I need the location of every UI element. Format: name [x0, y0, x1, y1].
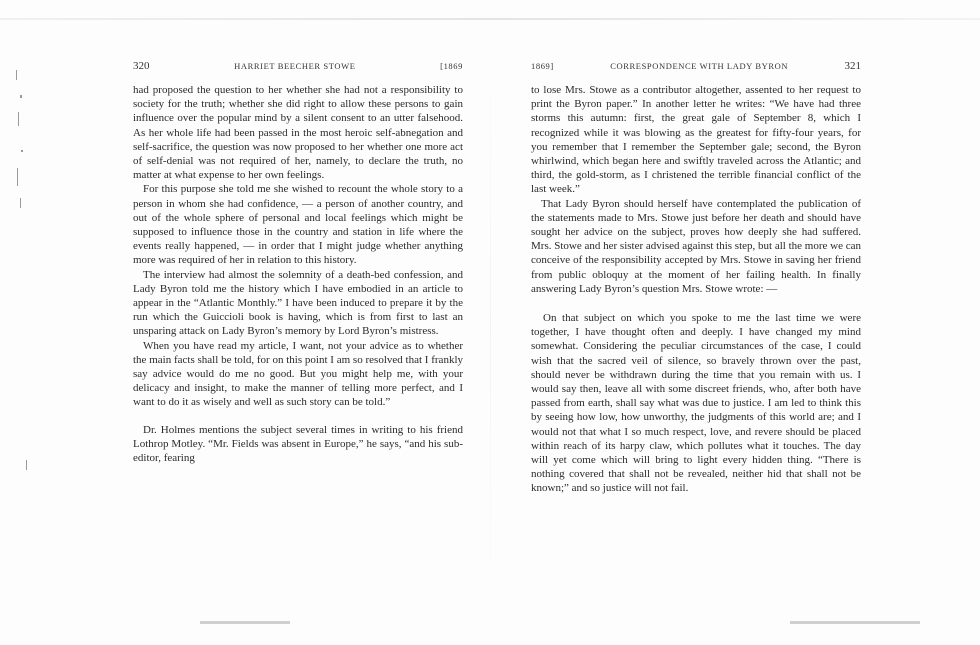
right-page-number: 321 [844, 60, 861, 72]
letter-quote: On that subject on which you spoke to me the last time we were together, I have thought often and deeply. I have changed my mind somewhat. Considering the peculiar circumstances of the case, I could wish that the sacred veil of silence, so bravely thrown over the past, should never be withdrawn during the time that you remain with us. I would say then, leave all with some discreet friends, who, after both have passed from earth, shall say what was due to justice. I am led to think this by seeing how low, how unworthy, the judgments of this world are; and I would not that what I so much respect, love, and revere should be placed within reach of its harpy claw, which pollutes what it touches. The day will yet come which will bring to light every hidden thing. “There is nothing covered that shall not be revealed, neither hid that shall not be known;” and so justice will not fail. [531, 312, 861, 495]
footer-smudge [200, 621, 290, 624]
left-paragraph-2: For this purpose she told me she wished to recount the whole story to a person in whom she had confidence, — a person of another country, and out of the whole sphere of personal and local feelings which might be supposed to influence those in the country and station in life where the events really happened, — in order that I might judge whether anything more was required of her in relation to this history. [133, 183, 463, 267]
scan-speck [17, 168, 18, 186]
right-running-head [531, 60, 861, 72]
left-running-year: [1869 [440, 61, 463, 71]
book-gutter [490, 20, 491, 630]
left-page [133, 60, 463, 465]
scan-speck [20, 198, 21, 208]
scan-speck [16, 70, 17, 80]
footer-smudge [790, 621, 920, 624]
left-page-number: 320 [133, 60, 150, 72]
left-paragraph-3: The interview had almost the solemnity of a death-bed confession, and Lady Byron told me the history which I have embodied in an article to appear in the “Atlantic Monthly.” I have been induced to prepare it by the run which the Guiccioli book is having, which is from first to last an unsparing attack on Lady Byron’s memory by Lord Byron’s mistress. [133, 268, 463, 338]
scan-speck [18, 112, 19, 126]
right-page [531, 60, 861, 496]
scan-speck [21, 150, 23, 152]
left-paragraph-4: When you have read my article, I want, not your advice as to whether the main facts shall be told, for on this point I am so resolved that I frankly say advice would do me no good. But you might help me, with your delicacy and insight, to make the manner of telling more perfect, and I want to do it as wisely and well as such story can be told.” [133, 339, 463, 409]
left-running-title: HARRIET BEECHER STOWE [234, 61, 356, 71]
right-paragraph-1: to lose Mrs. Stowe as a contributor altogether, assented to her request to print the Byron paper.” In another letter he writes: “We have had three storms this autumn: first, the great gale of September 8, which I recognized while it was blowing as the greatest for fifty-four years, for you remember that I remember the September gale; second, the Byron whirlwind, which began here and swiftly traveled across the Atlantic; and third, the gold-storm, as I christened the terrible financial conflict of the last week.” [531, 84, 861, 196]
scan-speck [20, 95, 22, 98]
left-paragraph-5: Dr. Holmes mentions the subject several times in writing to his friend Lothrop Motley. “Mr. Fields was absent in Europe,” he says, “and his sub-editor, fearing [133, 423, 463, 465]
right-paragraph-2: That Lady Byron should herself have contemplated the publication of the statements made to Mrs. Stowe just before her death and should have sought her advice on the subject, proves how deeply she had suffered. Mrs. Stowe and her sister advised against this step, but all the more we can conceive of the responsibility accepted by Mrs. Stowe in saving her friend from public obloquy at the moment of her failing health. In finally answering Lady Byron’s question Mrs. Stowe wrote: — [531, 197, 861, 295]
right-running-title: CORRESPONDENCE WITH LADY BYRON [610, 61, 789, 71]
left-paragraph-1: had proposed the question to her whether she had not a responsibility to society for the truth; whether she did right to allow these persons to gain influence over the popular mind by a silent consent to an utter falsehood. As her whole life had been passed in the most heroic self-abnegation and self-sacrifice, the question was now proposed to her whether one more act of self-denial was not required of her, namely, to declare the truth, no matter at what expense to her own feelings. [133, 84, 463, 182]
left-running-head [133, 60, 463, 72]
scan-speck [26, 460, 27, 470]
right-running-year: 1869] [531, 61, 554, 71]
